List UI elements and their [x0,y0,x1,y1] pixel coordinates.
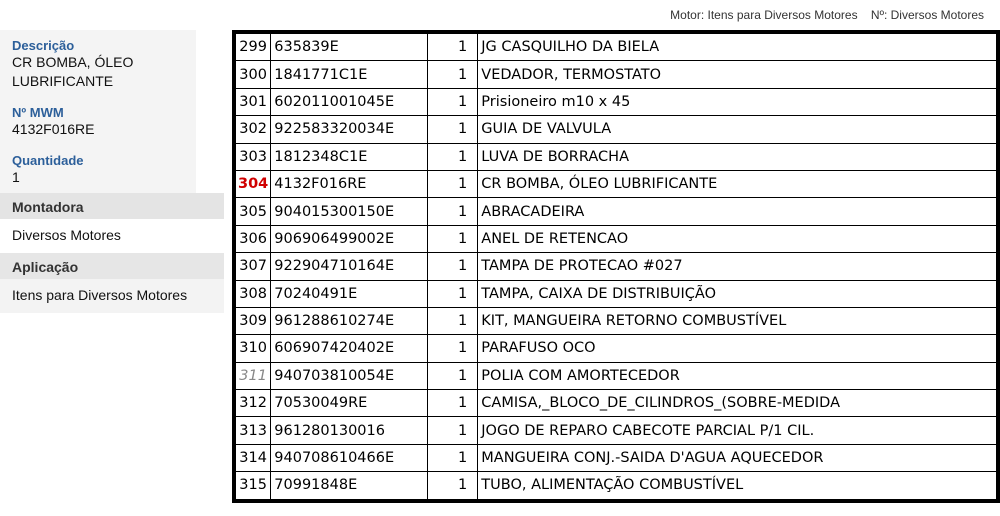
montadora-value: Diversos Motores [0,219,224,253]
part-info [0,30,196,193]
part-quantity: 1 [428,225,478,252]
part-quantity: 1 [428,61,478,88]
part-code[interactable]: 1812348C1E [271,143,428,170]
part-number[interactable]: 305 [236,198,271,225]
part-code[interactable]: 1841771C1E [271,61,428,88]
part-number[interactable]: 303 [236,143,271,170]
mwm-label: Nº MWM [12,105,64,120]
part-description: VEDADOR, TERMOSTATO [478,61,997,88]
part-code[interactable]: 70530049RE [271,390,428,417]
part-number[interactable]: 312 [236,390,271,417]
table-row[interactable] [236,390,997,417]
number-text: Nº: Diversos Motores [870,8,984,22]
part-description: ANEL DE RETENCAO [478,225,997,252]
part-quantity: 1 [428,335,478,362]
part-number[interactable]: 301 [236,88,271,115]
part-code[interactable]: 961288610274E [271,307,428,334]
part-description: GUIA DE VALVULA [478,116,997,143]
part-number[interactable]: 306 [236,225,271,252]
part-code[interactable]: 70240491E [271,280,428,307]
part-number[interactable]: 315 [236,472,271,499]
part-quantity: 1 [428,307,478,334]
motor-text: Motor: Itens para Diversos Motores [670,8,858,22]
part-quantity: 1 [428,170,478,197]
part-quantity: 1 [428,444,478,471]
part-code[interactable]: 70991848E [271,472,428,499]
part-quantity: 1 [428,198,478,225]
montadora-group [0,193,224,253]
part-quantity: 1 [428,116,478,143]
part-number[interactable]: 308 [236,280,271,307]
part-code[interactable]: 940708610466E [271,444,428,471]
table-row[interactable] [236,472,997,499]
table-row[interactable] [236,444,997,471]
montadora-label: Montadora [0,193,224,219]
part-number[interactable]: 309 [236,307,271,334]
part-code[interactable]: 922904710164E [271,253,428,280]
table-row[interactable] [236,143,997,170]
quantidade-label: Quantidade [12,153,84,168]
part-description: KIT, MANGUEIRA RETORNO COMBUSTÍVEL [478,307,997,334]
part-description: LUVA DE BORRACHA [478,143,997,170]
part-description: TUBO, ALIMENTAÇÃO COMBUSTÍVEL [478,472,997,499]
part-number[interactable]: 310 [236,335,271,362]
part-code[interactable]: 961280130016 [271,417,428,444]
part-number[interactable]: 300 [236,61,271,88]
descricao-label: Descrição [12,38,75,53]
part-code[interactable]: 635839E [271,34,428,61]
part-number[interactable]: 299 [236,34,271,61]
table-row[interactable] [236,335,997,362]
table-row-selected[interactable] [236,170,997,197]
part-code[interactable]: 906906499002E [271,225,428,252]
part-number[interactable]: 307 [236,253,271,280]
part-description: POLIA COM AMORTECEDOR [478,362,997,389]
table-row[interactable] [236,116,997,143]
part-description: TAMPA DE PROTECAO #027 [478,253,997,280]
table-row[interactable] [236,34,997,61]
part-code[interactable]: 606907420402E [271,335,428,362]
part-description: JG CASQUILHO DA BIELA [478,34,997,61]
part-number[interactable]: 313 [236,417,271,444]
part-quantity: 1 [428,472,478,499]
part-quantity: 1 [428,390,478,417]
part-code[interactable]: 904015300150E [271,198,428,225]
part-description: MANGUEIRA CONJ.-SAIDA D'AGUA AQUECEDOR [478,444,997,471]
mwm-value: 4132F016RE [12,121,95,137]
part-description: TAMPA, CAIXA DE DISTRIBUIÇÃO [478,280,997,307]
table-row[interactable] [236,88,997,115]
table-row[interactable] [236,307,997,334]
parts-table [232,30,1000,503]
part-description: CR BOMBA, ÓLEO LUBRIFICANTE [478,170,997,197]
header-info [670,8,984,22]
part-code[interactable]: 940703810054E [271,362,428,389]
part-quantity: 1 [428,253,478,280]
part-quantity: 1 [428,143,478,170]
part-quantity: 1 [428,362,478,389]
table-row[interactable] [236,61,997,88]
part-description: ABRACADEIRA [478,198,997,225]
part-code[interactable]: 922583320034E [271,116,428,143]
part-description: PARAFUSO OCO [478,335,997,362]
part-quantity: 1 [428,417,478,444]
part-number[interactable]: 302 [236,116,271,143]
table-row[interactable] [236,280,997,307]
part-number[interactable]: 304 [236,170,271,197]
part-number[interactable]: 314 [236,444,271,471]
table-row[interactable] [236,198,997,225]
part-quantity: 1 [428,88,478,115]
part-code[interactable]: 602011001045E [271,88,428,115]
part-quantity: 1 [428,34,478,61]
aplicacao-group [0,253,224,313]
table-row[interactable] [236,253,997,280]
aplicacao-label: Aplicação [0,253,224,279]
part-number[interactable]: 311 [236,362,271,389]
table-row[interactable] [236,417,997,444]
aplicacao-value: Itens para Diversos Motores [0,279,224,313]
part-code[interactable]: 4132F016RE [271,170,428,197]
descricao-value: CR BOMBA, ÓLEO LUBRIFICANTE [12,54,134,89]
part-description: CAMISA,_BLOCO_DE_CILINDROS_(SOBRE-MEDIDA [478,390,997,417]
table-row[interactable] [236,362,997,389]
table-row[interactable] [236,225,997,252]
part-quantity: 1 [428,280,478,307]
detail-sidebar [0,30,224,313]
quantidade-value: 1 [12,169,20,185]
part-description: JOGO DE REPARO CABECOTE PARCIAL P/1 CIL. [478,417,997,444]
part-description: Prisioneiro m10 x 45 [478,88,997,115]
